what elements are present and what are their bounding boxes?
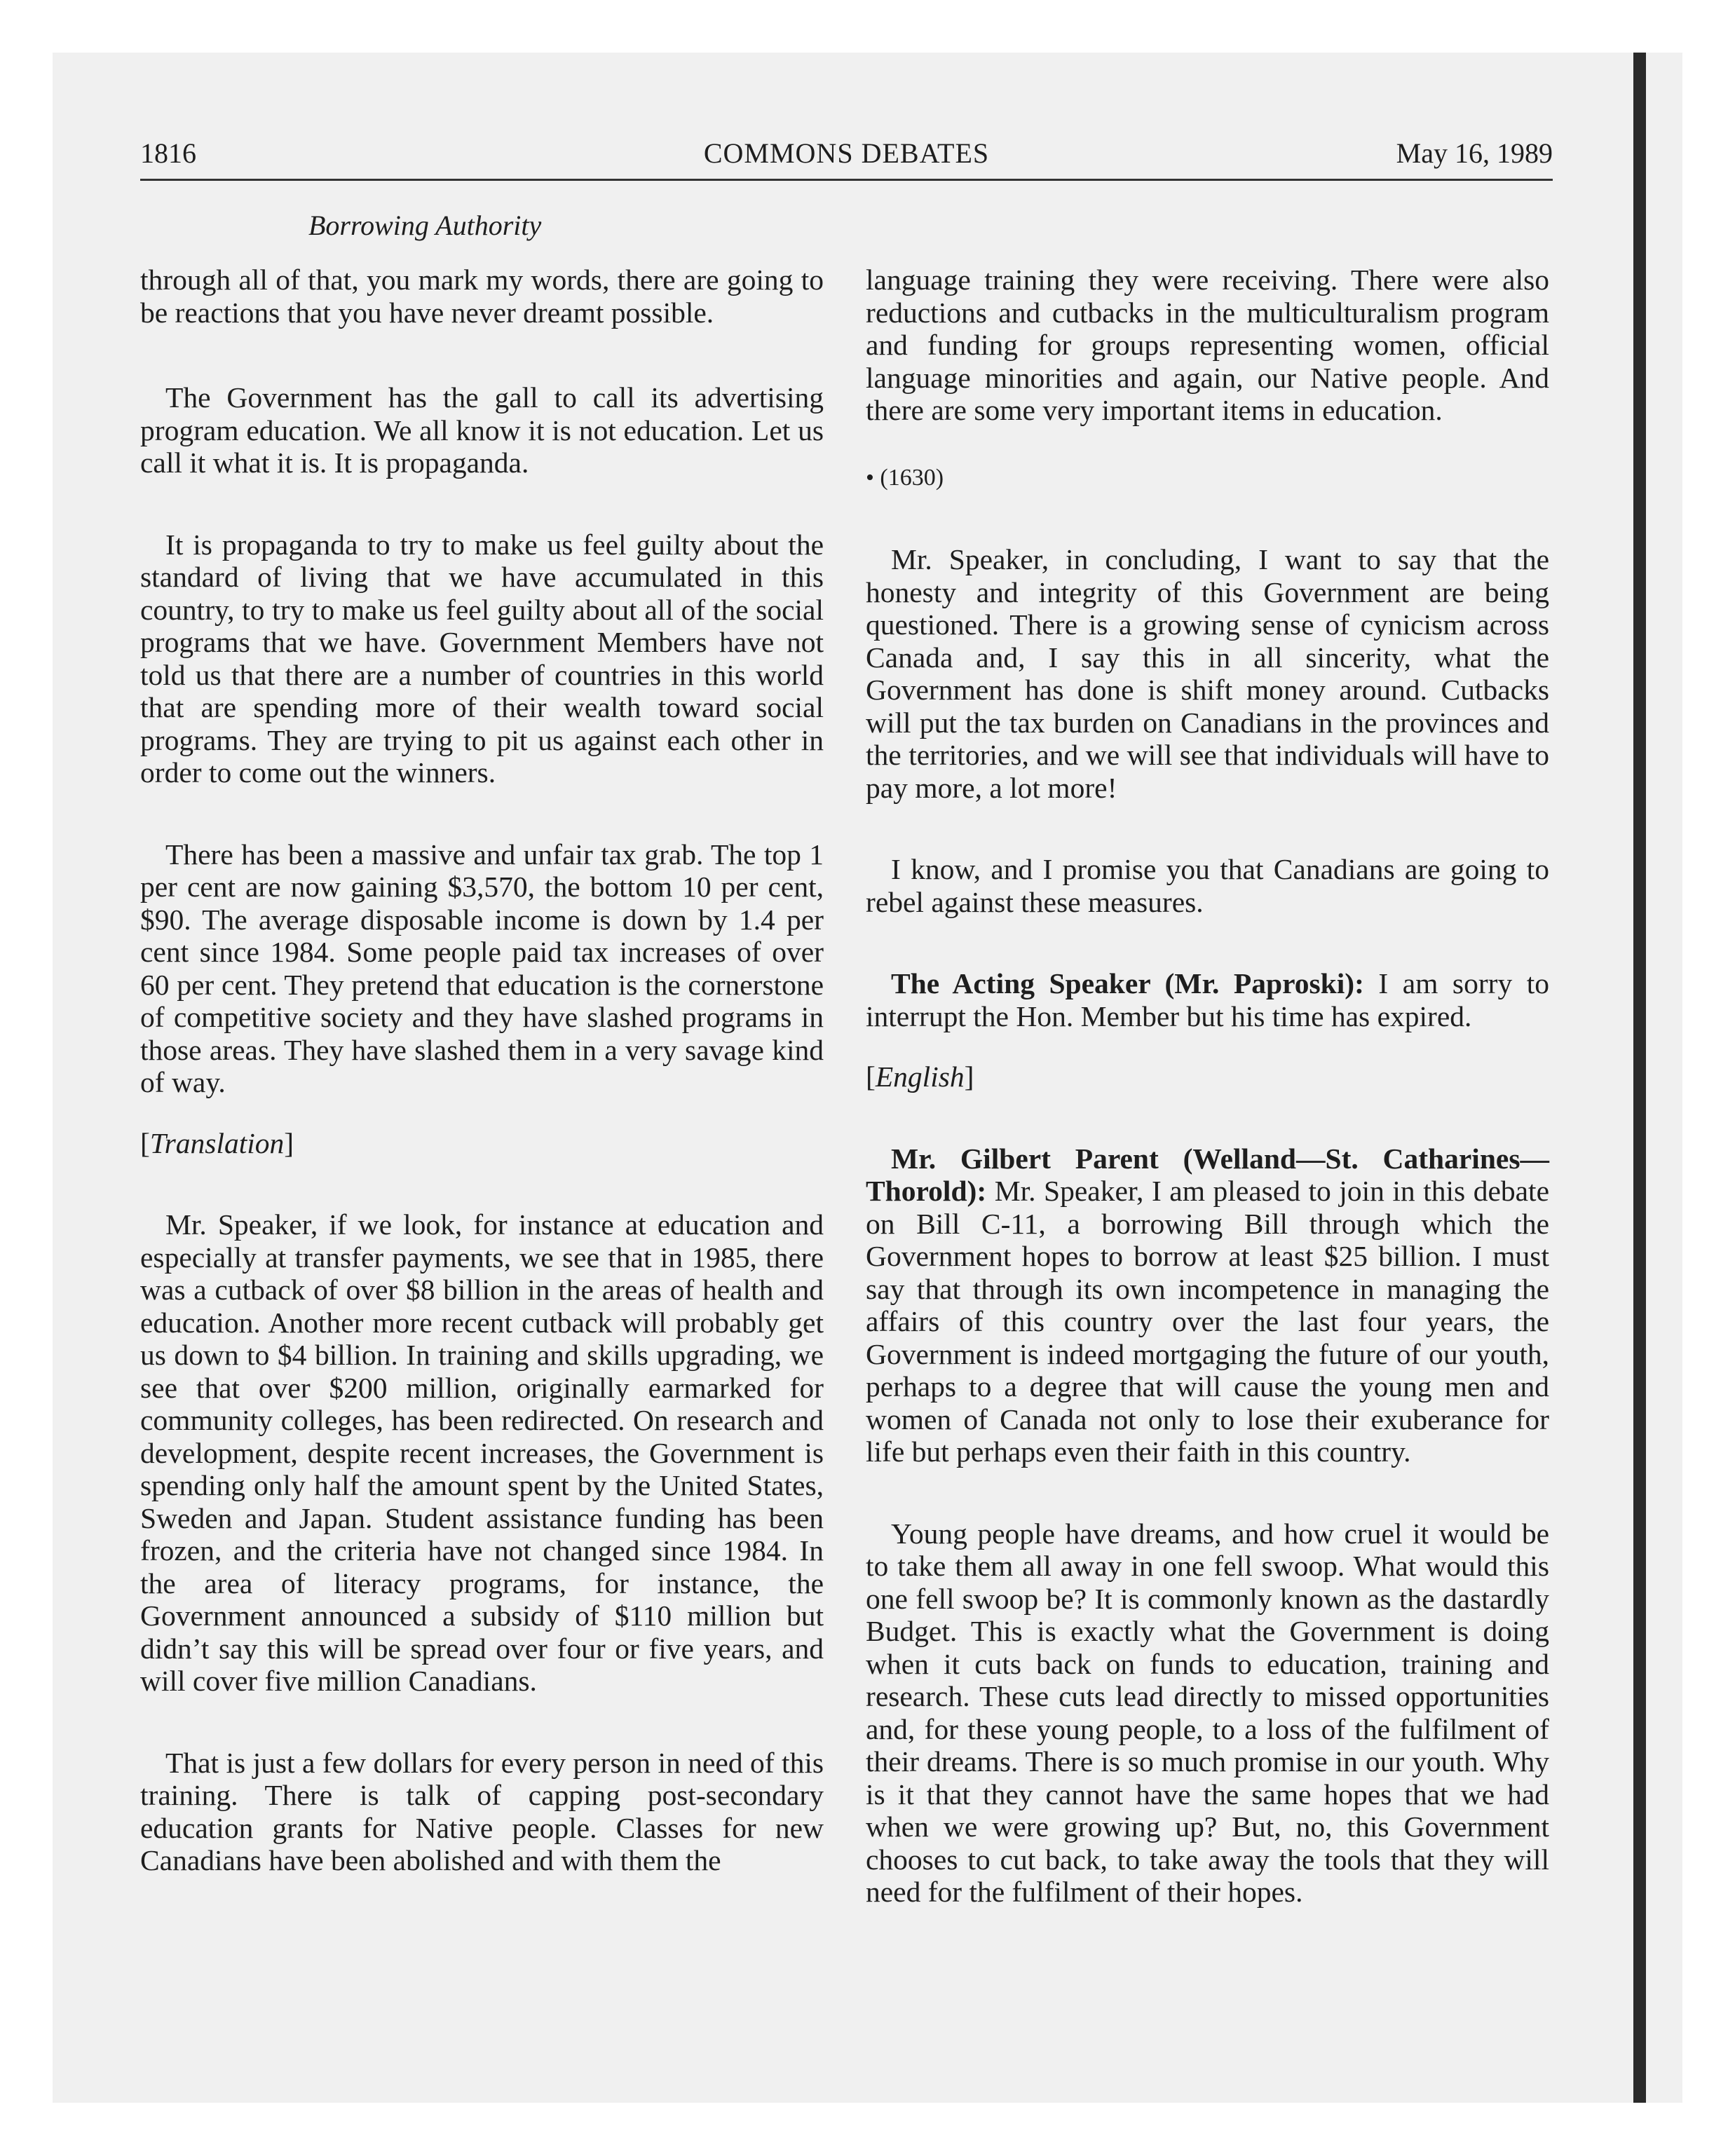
- paragraph: Young people have dreams, and how cruel it would be to take them all away in one fell swoop. What would this one fell swoop be? It is commonly known as the dastardly Budget. This is exactly what the Government is doing when it cuts back on funds to education, training and research. These cuts lead directly to missed opportunities and, for these young people, to a loss of the fulfilment of their dreams. There is so much promise in our youth. Why is it that they cannot have the same hopes that we had when we were growing up? But, no, this Government chooses to cut back, to take away the tools that they will need for the fulfilment of their hopes.: [866, 1517, 1549, 1908]
- left-column: [140, 264, 824, 1926]
- publication-title: COMMONS DEBATES: [703, 137, 990, 169]
- speaker-text: Mr. Speaker, I am pleased to join in this debate on Bill C-11, a borrowing Bill through which the Government hopes to borrow at least $25 billion. I must say that through its own incompetence in managing the affairs of this country over the last four years, the Government is indeed mortgaging the future of our youth, perhaps to a degree that will cause the young men and women of Canada not only to lose their exuberance for life but perhaps even their faith in this country.: [866, 1175, 1549, 1468]
- page-number: 1816: [140, 137, 196, 169]
- publication-date: May 16, 1989: [1396, 137, 1553, 169]
- paragraph: through all of that, you mark my words, there are going to be reactions that you have never dreamt possible.: [140, 264, 824, 329]
- paragraph: The Government has the gall to call its advertising program education. We all know it is not education. Let us call it what it is. It is propaganda.: [140, 381, 824, 479]
- page-header: [140, 137, 1553, 181]
- paragraph: I know, and I promise you that Canadians are going to rebel against these measures.: [866, 853, 1549, 918]
- paragraph: Mr. Speaker, in concluding, I want to say that the honesty and integrity of this Government are being questioned. There is a growing sense of cynicism across Canada and, I say this in all sincerity, what the Government has done is shift money around. Cutbacks will put the tax burden on Canadians in the provinces and the territories, and we will see that individuals will have to pay more, a lot more!: [866, 543, 1549, 804]
- translation-label: [Translation]: [140, 1126, 294, 1159]
- right-column: [866, 264, 1549, 1958]
- english-label: [English]: [866, 1060, 974, 1093]
- speaker-intervention: [866, 1142, 1549, 1468]
- running-title: Borrowing Authority: [308, 210, 542, 241]
- speaker-name: The Acting Speaker (Mr. Paproski):: [891, 967, 1364, 999]
- paragraph: language training they were receiving. There were also reductions and cutbacks in the multiculturalism program and funding for groups representing women, official language minorities and again, our Native people. And there are some very important items in education.: [866, 264, 1549, 426]
- paragraph: Mr. Speaker, if we look, for instance at education and especially at transfer payments, we see that in 1985, there was a cutback of over $8 billion in the areas of health and education. Another more recent cutback will probably get us down to $4 billion. In training and skills upgrading, we see that over $200 million, originally earmarked for community colleges, has been redirected. On research and development, despite recent increases, the Government is spending only half the amount spent by the United States, Sweden and Japan. Student assistance funding has been frozen, and the criteria have not changed since 1984. In the area of literacy programs, for instance, the Government announced a subsidy of $110 million but didn’t say this will be spread over four or five years, and will cover five million Canadians.: [140, 1208, 824, 1697]
- translation-label-text: Translation: [149, 1126, 285, 1159]
- speaker-text: I am sorry to interrupt the Hon. Member but his time has expired.: [866, 967, 1549, 1032]
- paragraph: That is just a few dollars for every person in need of this training. There is talk of capping post-secondary education grants for Native people. Classes for new Canadians have been abolished and with them the: [140, 1746, 824, 1876]
- paragraph: There has been a massive and unfair tax grab. The top 1 per cent are now gaining $3,570, the bottom 10 per cent, $90. The average disposable income is down by 1.4 per cent since 1984. Some people paid tax increases of over 60 per cent. They pretend that education is the cornerstone of competitive society and they have slashed programs in those areas. They have slashed them in a very savage kind of way.: [140, 838, 824, 1098]
- speaker-intervention: [866, 967, 1549, 1032]
- paragraph: It is propaganda to try to make us feel guilty about the standard of living that we have accumulated in this country, to try to make us feel guilty about all of the social programs that we have. Government Members have not told us that there are a number of countries in this world that are spending more of their wealth toward social programs. They are trying to pit us against each other in order to come out the winners.: [140, 528, 824, 789]
- speaker-name: Mr. Gilbert Parent (Welland—St. Catharines—Thorold):: [866, 1142, 1549, 1207]
- page-edge-shadow: [1633, 53, 1646, 2103]
- english-label-text: English: [875, 1060, 965, 1093]
- time-marker: • (1630): [866, 464, 944, 491]
